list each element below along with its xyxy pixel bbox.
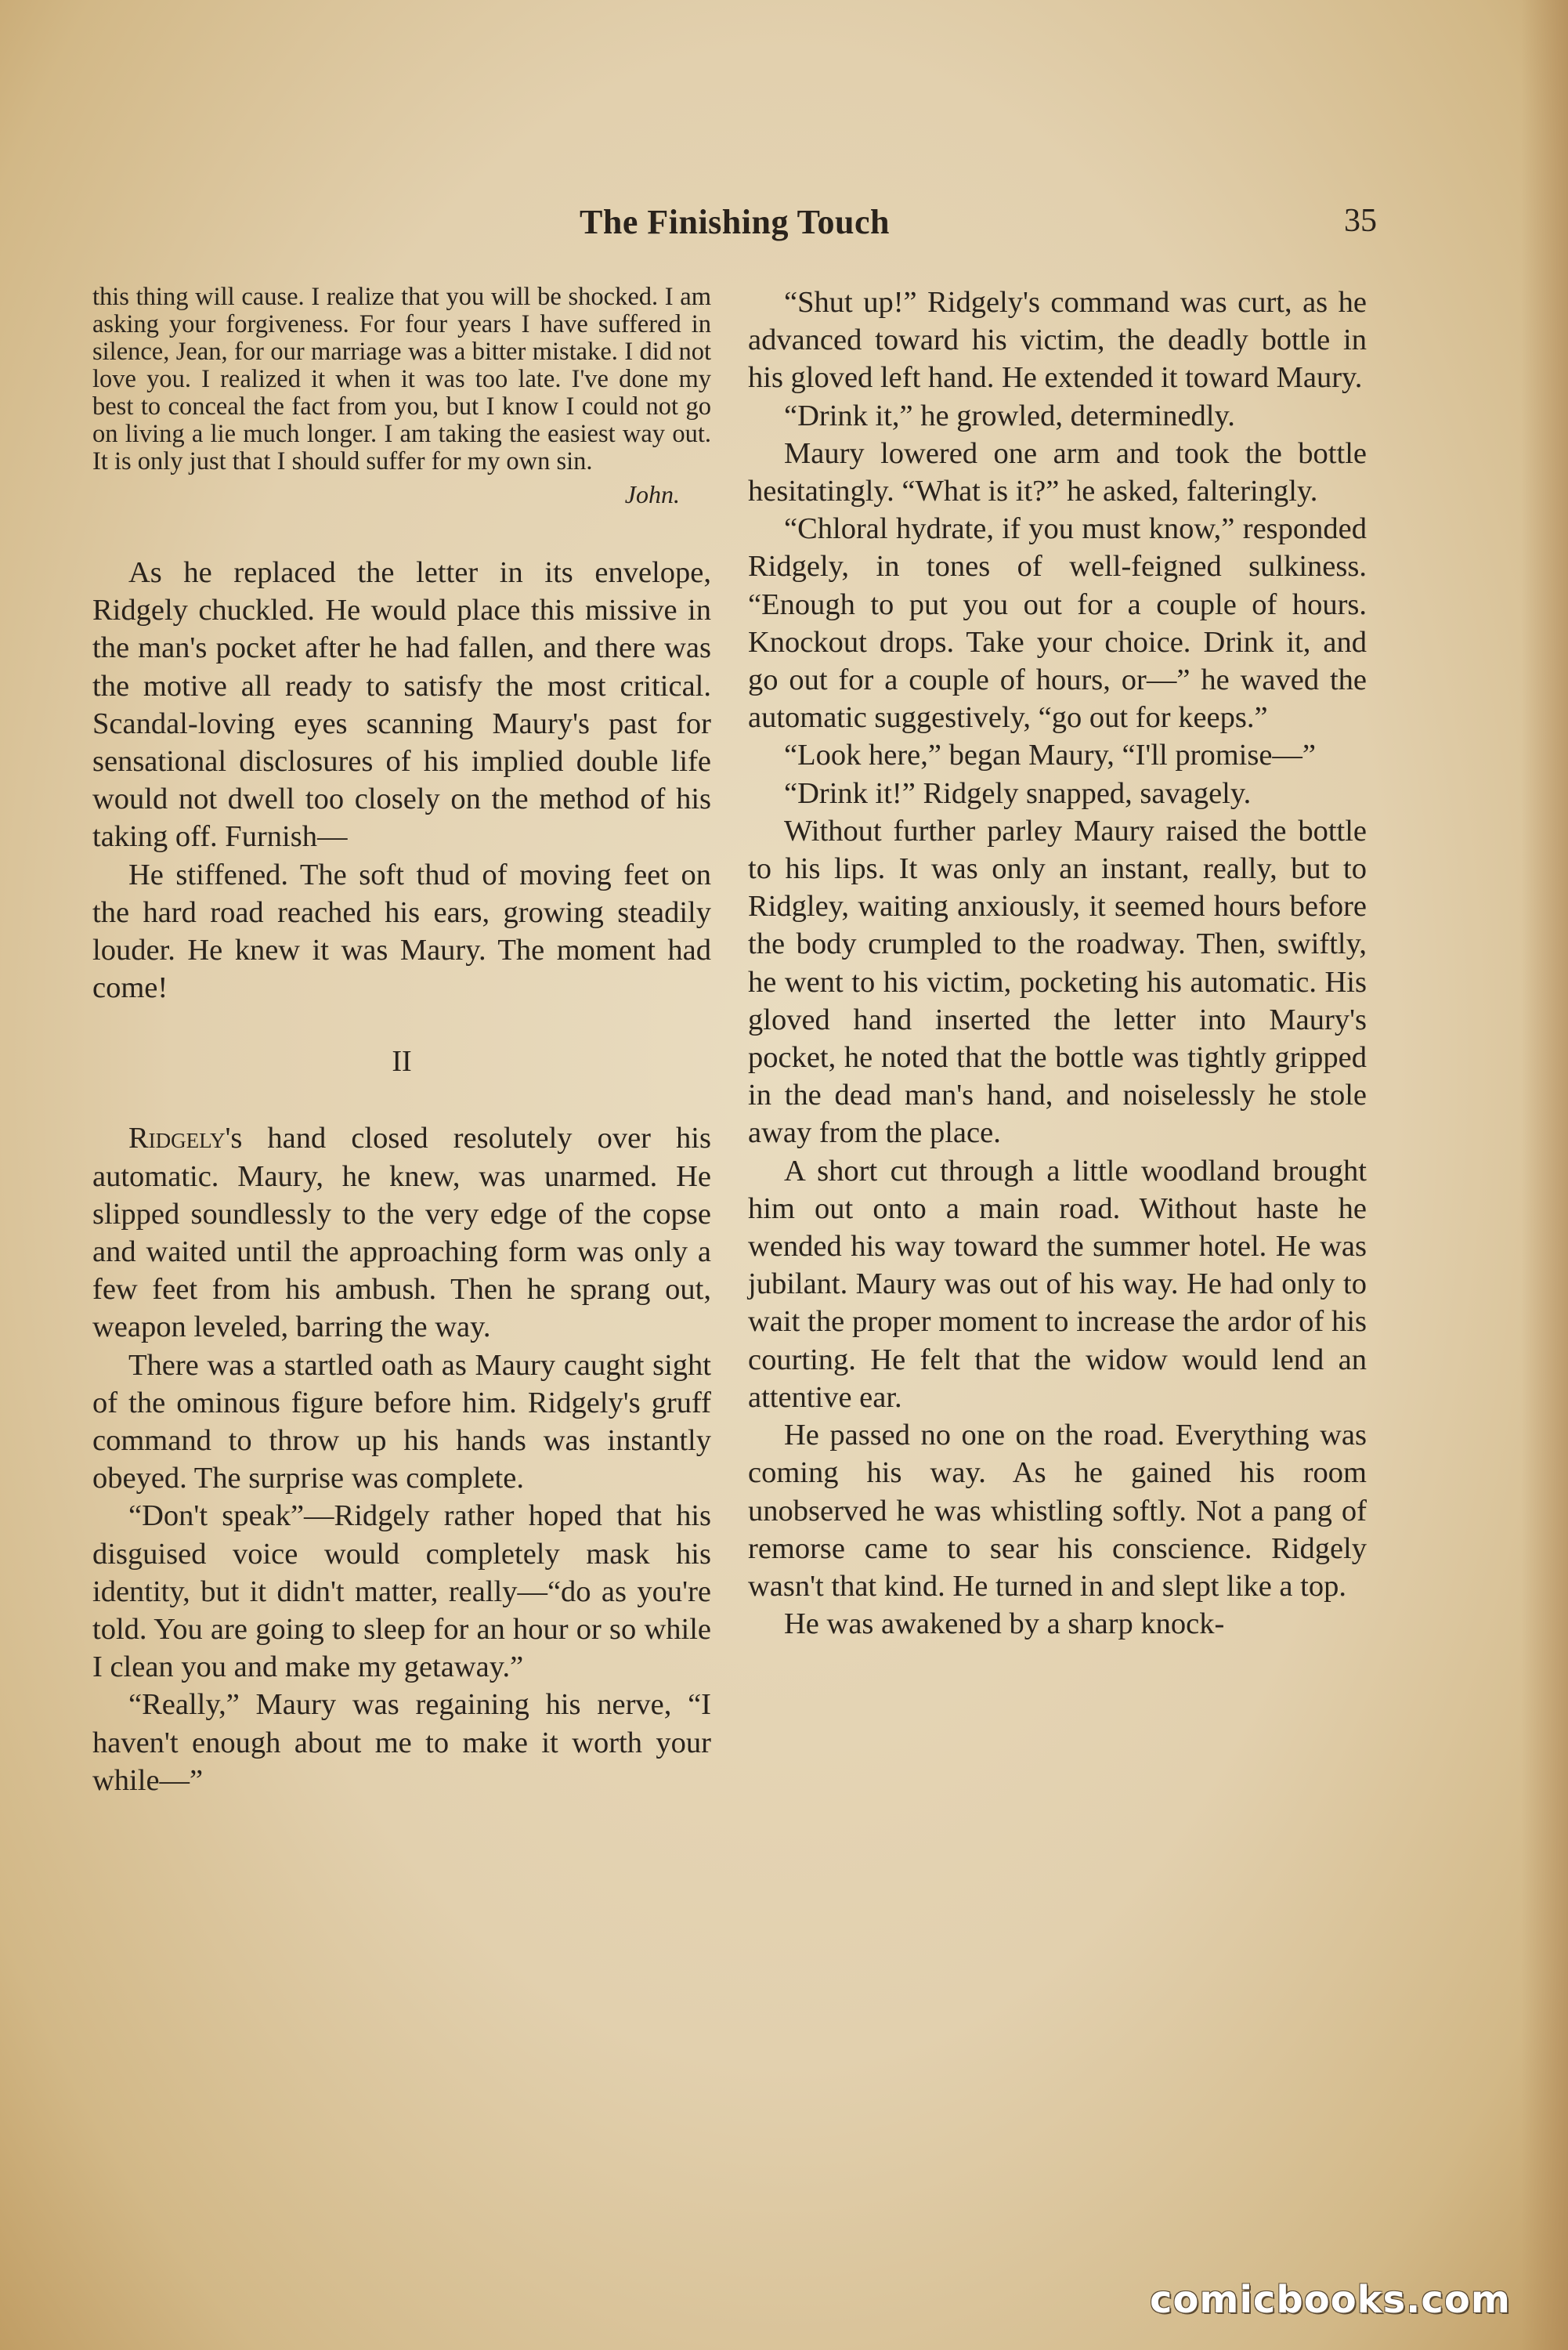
letter-signature: John. — [624, 480, 680, 508]
paragraph: “Shut up!” Ridgely's command was curt, as he advanced toward his victim, the deadly bottle in his gloved left hand. He extended it toward Maury. — [748, 286, 1367, 395]
page-spine-shadow — [1521, 0, 1568, 2350]
paragraph: There was a startled oath as Maury caught sight of the ominous figure before him. Ridgely's gruff command to throw up his hands was instantly obeyed. The surprise was complete. — [92, 1348, 711, 1495]
section-heading: II — [392, 1045, 412, 1079]
drop-word: Ridgely — [128, 1122, 226, 1155]
opening-rest: 's hand closed resolutely over his automatic. Maury, he knew, was unarmed. He slipped soundlessly to the very edge of the copse and waited until the approaching form was only a few feet from his ambush. Then he sprang out, weapon leveled, barring the way. — [92, 1122, 711, 1344]
paragraph: A short cut through a little woodland brought him out onto a main road. Without haste he wended his way toward the summer hotel. He was jubilant. Maury was out of his way. He had only to wait the proper moment to increase the ardor of his courting. He felt that the widow would lend an attentive ear. — [748, 1154, 1367, 1414]
letter-text: this thing will cause. I realize that you will be shocked. I am asking your forgiveness. For four years I have suffered in silence, Jean, for our marriage was a bitter mistake. I did not love you. I realized it when it was too late. I've done my best to conceal the fact from you, but I know I could not go on living a lie much longer. I am taking the easiest way out. It is only just that I should suffer for my own sin. — [92, 283, 711, 475]
paragraph: “Drink it!” Ridgely snapped, savagely. — [784, 776, 1252, 810]
paragraph: Without further parley Maury raised the bottle to his lips. It was only an instant, really, but to Ridgley, waiting anxiously, it seemed hours before the body crumpled to the roadway. Then, swiftly, he went to his victim, pocketing his automatic. His gloved hand inserted the letter into Maury's pocket, he noted that the bottle was tightly gripped in the dead man's hand, and noiselessly he stole away from the place. — [748, 814, 1367, 1150]
running-title: The Finishing Touch — [580, 203, 890, 241]
section-opening-paragraph — [92, 1119, 711, 1346]
paragraph: As he replaced the letter in its envelope, Ridgely chuckled. He would place this missive in the man's pocket after he had fallen, and there was the motive all ready to satisfy the most critical. Scandal-loving eyes scanning Maury's past for sensational disclosures of his implied double life would not dwell too closely on the method of his taking off. Furnish— — [92, 556, 711, 854]
paragraph: He was awakened by a sharp knock- — [784, 1607, 1225, 1641]
paragraph: “Look here,” began Maury, “I'll promise—” — [784, 739, 1316, 772]
paragraph: “Drink it,” he growled, determinedly. — [784, 399, 1235, 432]
page-number: 35 — [1344, 203, 1377, 239]
spacer — [92, 508, 711, 554]
page-header — [92, 202, 1377, 257]
paragraph: “Really,” Maury was regaining his nerve, “I haven't enough about me to make it worth your while—” — [92, 1688, 711, 1797]
paragraph: “Chloral hydrate, if you must know,” responded Ridgely, in tones of well-feigned sulkiness. “Enough to put you out for a couple of hours. Knockout drops. Take your choice. Drink it, and go out for a couple of hours, or—” he waved the automatic suggestively, “go out for keeps.” — [748, 512, 1367, 735]
paragraph: “Don't speak”—Ridgely rather hoped that his disguised voice would completely mask his identity, but it didn't matter, really—“do as you're told. You are going to sleep for an hour or so while I clean you and make my getaway.” — [92, 1499, 711, 1684]
paragraph: Maury lowered one arm and took the bottle hesitatingly. “What is it?” he asked, falteringly. — [748, 436, 1367, 508]
right-column — [748, 284, 1367, 1643]
watermark: comicbooks.com — [1150, 2278, 1511, 2322]
left-column — [92, 284, 711, 1799]
paragraph: He passed no one on the road. Everything was coming his way. As he gained his room unobserved he was whistling softly. Not a pang of remorse came to sear his conscience. Ridgely wasn't that kind. He turned in and slept like a top. — [748, 1419, 1367, 1603]
paragraph: He stiffened. The soft thud of moving feet on the hard road reached his ears, growing steadily louder. He knew it was Maury. The moment had come! — [92, 858, 711, 1005]
